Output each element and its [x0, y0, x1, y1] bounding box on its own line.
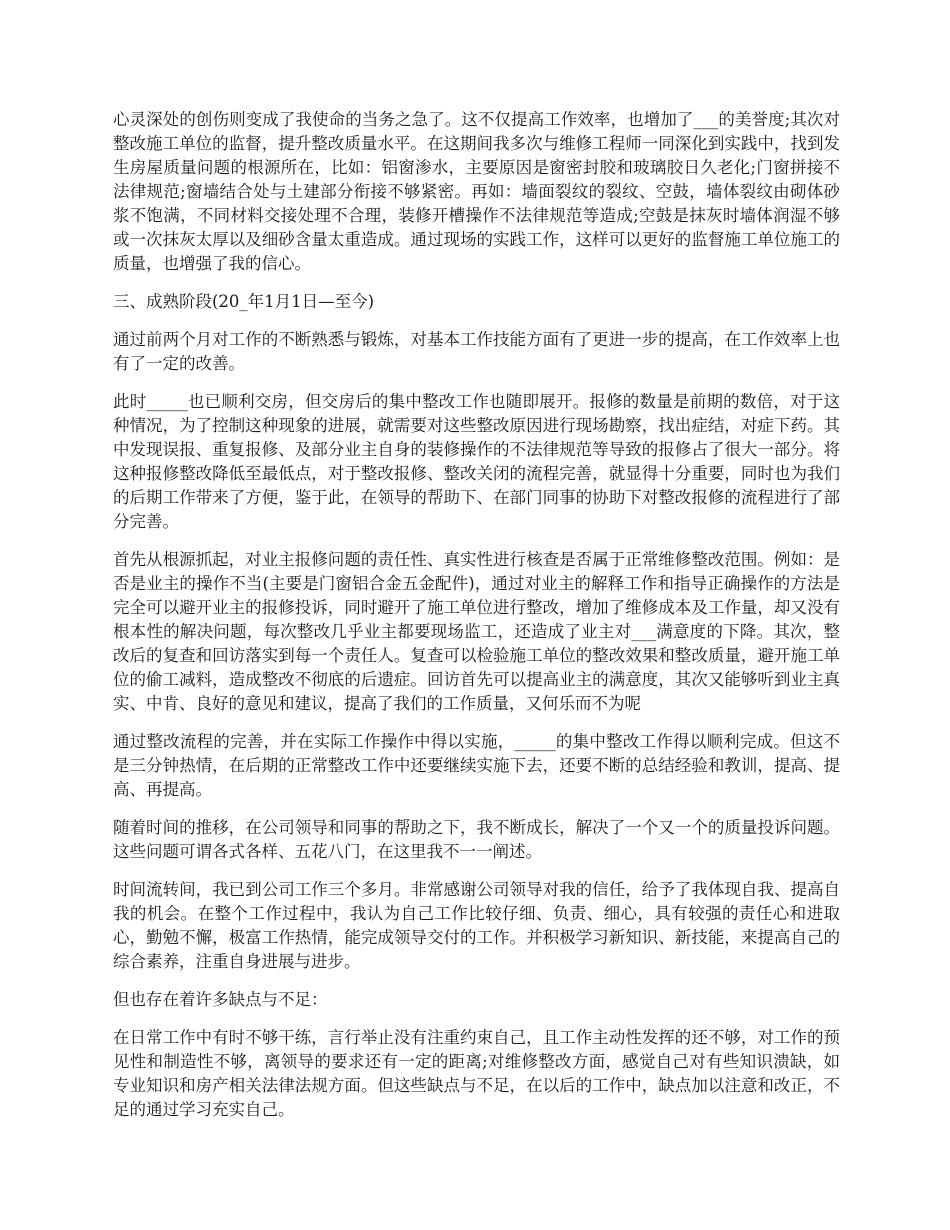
- paragraph-2: 通过前两个月对工作的不断熟悉与锻炼，对基本工作技能方面有了更进一步的提高，在工作效率上也有了一定的改善。: [113, 330, 840, 373]
- paragraph-6: 随着时间的推移，在公司领导和同事的帮助之下，我不断成长，解决了一个又一个的质量投诉问题。这些问题可谓各式各样、五花八门，在这里我不一一阐述。: [113, 818, 840, 861]
- paragraph-8: 但也存在着许多缺点与不足：: [113, 990, 328, 1009]
- paragraph-9: 在日常工作中有时不够干练，言行举止没有注重约束自己，且工作主动性发挥的还不够，对工作的预见性和制造性不够，离领导的要求还有一定的距离;对维修整改方面，感觉自己对有些知识溃缺，如专业知识和房产相关法律法规方面。但这些缺点与不足，在以后的工作中，缺点加以注意和改正，不足的通过学习充实自己。: [113, 1028, 840, 1119]
- section-heading-mature-stage: 三、成熟阶段(20_年1月1日—至今): [113, 292, 375, 311]
- document-body: [113, 108, 840, 1136]
- paragraph-4: 首先从根源抓起，对业主报修问题的责任性、真实性进行核查是否属于正常维修整改范围。例如：是否是业主的操作不当(主要是门窗铝合金五金配件)，通过对业主的解释工作和指导正确操作的方法是完全可以避开业主的报修投诉，同时避开了施工单位进行整改，增加了维修成本及工作量，却又没有根本性的解决问题，每次整改几乎业主都要现场监工，还造成了业主对___满意度的下降。其次，整改后的复查和回访落实到每一个责任人。复查可以检验施工单位的整改效果和整改质量，避开施工单位的偷工减料，造成整改不彻底的后遗症。回访首先可以提高业主的满意度，其次又能够听到业主真实、中肯、良好的意见和建议，提高了我们的工作质量，又何乐而不为呢: [113, 550, 840, 713]
- paragraph-1: 心灵深处的创伤则变成了我使命的当务之急了。这不仅提高工作效率，也增加了___的美誉度;其次对整改施工单位的监督，提升整改质量水平。在这期间我多次与维修工程师一同深化到实践中，找到发生房屋质量问题的根源所在，比如：铝窗渗水，主要原因是窗密封胶和玻璃胶日久老化;门窗拼接不法律规范;窗墙结合处与土建部分衔接不够紧密。再如：墙面裂纹的裂纹、空鼓，墙体裂纹由砌体砂浆不饱满，不同材料交接处理不合理，装修开槽操作不法律规范等造成;空鼓是抹灰时墙体润湿不够或一次抹灰太厚以及细砂含量太重造成。通过现场的实践工作，这样可以更好的监督施工单位施工的质量，也增强了我的信心。: [113, 110, 840, 273]
- paragraph-3: 此时_____也已顺利交房，但交房后的集中整改工作也随即展开。报修的数量是前期的数倍，对于这种情况，为了控制这种现象的进展，就需要对这些整改原因进行现场勘察，找出症结，对症下药。其中发现误报、重复报修、及部分业主自身的装修操作的不法律规范等导致的报修占了很大一部分。将这种报修整改降低至最低点，对于整改报修、整改关闭的流程完善，就显得十分重要，同时也为我们的后期工作带来了方便，鉴于此，在领导的帮助下、在部门同事的协助下对整改报修的流程进行了部分完善。: [113, 392, 840, 531]
- paragraph-5: 通过整改流程的完善，并在实际工作操作中得以实施，_____的集中整改工作得以顺利完成。但这不是三分钟热情，在后期的正常整改工作中还要继续实施下去，还要不断的总结经验和教训，提高、提高、再提高。: [113, 732, 840, 799]
- paragraph-7: 时间流转间，我已到公司工作三个多月。非常感谢公司领导对我的信任，给予了我体现自我、提高自我的机会。在整个工作过程中，我认为自己工作比较仔细、负责、细心，具有较强的责任心和进取心，勤勉不懈，极富工作热情，能完成领导交付的工作。并积极学习新知识、新技能，来提高自己的综合素养，注重自身进展与进步。: [113, 880, 840, 971]
